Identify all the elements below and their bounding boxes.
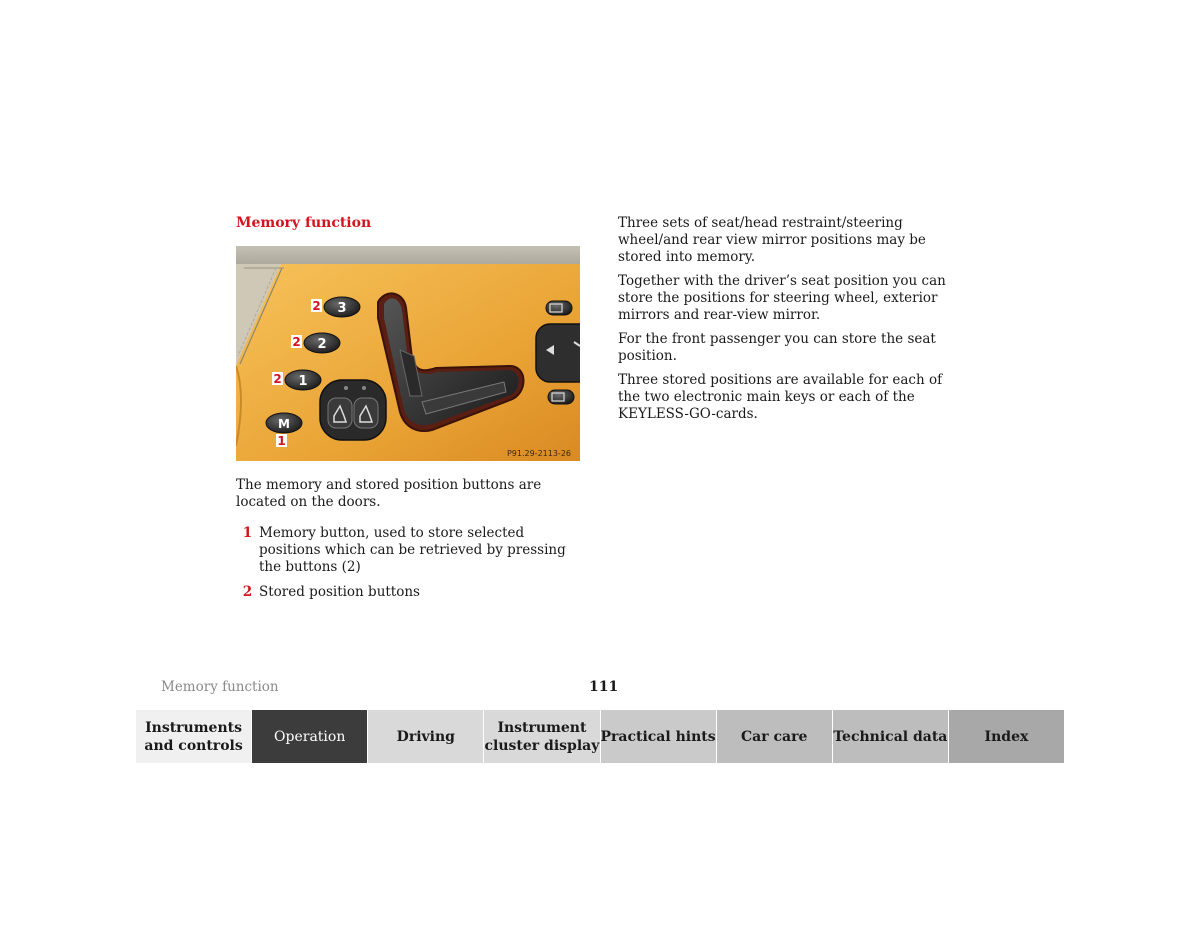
memory-buttons-illustration (236, 246, 580, 461)
legend-number: 1 (242, 525, 253, 541)
diagram-code: P91.29-2113-26 (506, 449, 571, 458)
button-1-label: 1 (298, 374, 308, 389)
footer-section-title: Memory function (161, 679, 279, 695)
page-number: 111 (589, 679, 619, 695)
tab-index[interactable]: Index (949, 710, 1064, 763)
callout-2-c: 2 (273, 372, 282, 386)
tab-instruments-and-controls[interactable]: Instruments and controls (136, 710, 252, 763)
section-title: Memory function (236, 215, 372, 231)
callout-1: 1 (277, 434, 286, 448)
tab-technical-data[interactable]: Technical data (833, 710, 949, 763)
tab-practical-hints[interactable]: Practical hints (601, 710, 717, 763)
paragraph: For the front passenger you can store the seat position. (618, 331, 936, 364)
right-column (618, 215, 968, 430)
intro-text: The memory and stored position buttons are located on the doors. (236, 477, 542, 510)
legend-item (236, 525, 586, 576)
paragraph: Three stored positions are available for each of the two electronic main keys or each of the KEYLESS-GO-cards. (618, 372, 943, 422)
legend-item (236, 584, 586, 601)
callout-2-a: 2 (312, 299, 321, 313)
button-2-label: 2 (317, 337, 327, 352)
legend-text: Memory button, used to store selected positions which can be retrieved by pressing the buttons (2) (259, 525, 566, 575)
button-m-label: M (278, 417, 290, 431)
paragraph: Together with the driver’s seat position you can store the positions for steering wheel, exterior mirrors and rear-view mirror. (618, 273, 946, 323)
left-column (236, 477, 586, 609)
chapter-navigation (136, 710, 1064, 763)
button-3-label: 3 (337, 301, 347, 316)
legend-number: 2 (242, 584, 253, 600)
callout-2-b: 2 (292, 335, 301, 349)
tab-car-care[interactable]: Car care (717, 710, 833, 763)
tab-driving[interactable]: Driving (368, 710, 484, 763)
legend-text: Stored position buttons (259, 584, 420, 600)
tab-operation[interactable]: Operation (252, 710, 368, 763)
tab-instrument-cluster-display[interactable]: Instrument cluster display (484, 710, 600, 763)
paragraph: Three sets of seat/head restraint/steering wheel/and rear view mirror positions may be stored into memory. (618, 215, 926, 265)
